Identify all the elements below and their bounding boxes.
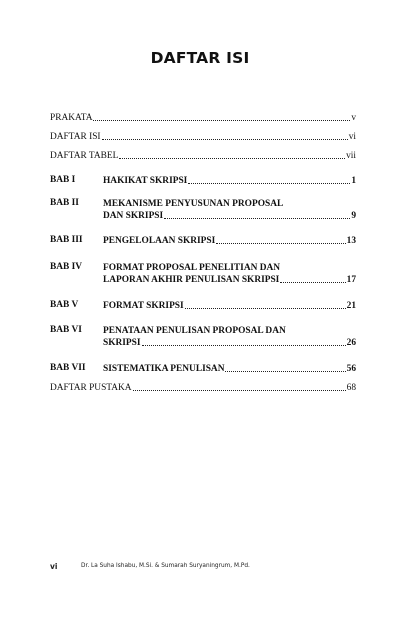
chapter-title: HAKIKAT SKRIPSI: [103, 176, 188, 186]
toc-entry-daftar-isi[interactable]: [50, 131, 356, 143]
toc-entry-label: PRAKATA: [50, 113, 93, 123]
toc-entry-page: 1: [351, 176, 356, 186]
toc-entry-page: vi: [348, 132, 356, 142]
chapter-title: FORMAT SKRIPSI: [103, 301, 184, 311]
dot-leader: [93, 120, 350, 121]
toc-entry-bab-i[interactable]: [50, 175, 356, 187]
toc-entry-page: 21: [346, 301, 356, 311]
chapter-title: PENGELOLAAN SKRIPSI: [103, 236, 216, 246]
chapter-number: BAB III: [50, 235, 83, 245]
chapter-title-line: PENATAAN PENULISAN PROPOSAL DAN: [103, 326, 286, 336]
chapter-number: BAB IV: [50, 262, 83, 272]
dot-leader: [133, 390, 346, 391]
chapter-number: BAB VII: [50, 363, 86, 373]
toc-entry-page: v: [351, 113, 356, 123]
toc-entry-page: 13: [346, 236, 356, 246]
dot-leader: [142, 345, 346, 346]
dot-leader: [185, 308, 346, 309]
footer-authors: Dr. La Suha Ishabu, M.Si. & Sumarah Suryaningrum, M.Pd.: [81, 563, 250, 569]
dot-leader: [216, 243, 345, 244]
dot-leader: [164, 218, 350, 219]
toc-entry-page: vii: [346, 151, 356, 161]
dot-leader: [119, 158, 345, 159]
chapter-number: BAB II: [50, 198, 79, 208]
toc-entry-daftar-tabel[interactable]: [50, 150, 356, 162]
dot-leader: [225, 371, 345, 372]
chapter-title-line: FORMAT PROPOSAL PENELITIAN DAN: [103, 263, 281, 273]
toc-entry-prakata[interactable]: [50, 112, 356, 124]
toc-entry-page: 17: [346, 275, 356, 285]
toc-entry-bab-ii[interactable]: [50, 198, 356, 222]
toc-entry-label: DAFTAR PUSTAKA: [50, 383, 132, 393]
toc-entry-page: 56: [346, 364, 356, 374]
page-title: DAFTAR ISI: [150, 49, 250, 67]
toc-entry-bab-v[interactable]: [50, 300, 356, 312]
chapter-title-line: MEKANISME PENYUSUNAN PROPOSAL: [103, 199, 284, 209]
chapter-title-line: DAN SKRIPSI: [103, 211, 164, 221]
toc-entry-page: 26: [346, 338, 356, 348]
toc-entry-page: 9: [351, 211, 356, 221]
footer-page-number: vi: [50, 562, 58, 571]
dot-leader: [280, 282, 345, 283]
dot-leader: [102, 139, 348, 140]
chapter-number: BAB VI: [50, 325, 82, 335]
toc-entry-bab-iii[interactable]: [50, 235, 356, 247]
chapter-title-line: LAPORAN AKHIR PENULISAN SKRIPSI: [103, 275, 280, 285]
chapter-title-line: SKRIPSI: [103, 338, 141, 348]
toc-entry-bab-vi[interactable]: [50, 325, 356, 349]
toc-entry-bab-iv[interactable]: [50, 262, 356, 286]
toc-entry-label: DAFTAR TABEL: [50, 151, 119, 161]
toc-entry-label: DAFTAR ISI: [50, 132, 101, 142]
dot-leader: [188, 183, 350, 184]
chapter-number: BAB I: [50, 175, 76, 185]
toc-entry-page: 68: [346, 383, 356, 393]
toc-entry-daftar-pustaka[interactable]: [50, 382, 356, 394]
chapter-title: SISTEMATIKA PENULISAN: [103, 364, 225, 374]
toc-entry-bab-vii[interactable]: [50, 363, 356, 375]
chapter-number: BAB V: [50, 300, 79, 310]
